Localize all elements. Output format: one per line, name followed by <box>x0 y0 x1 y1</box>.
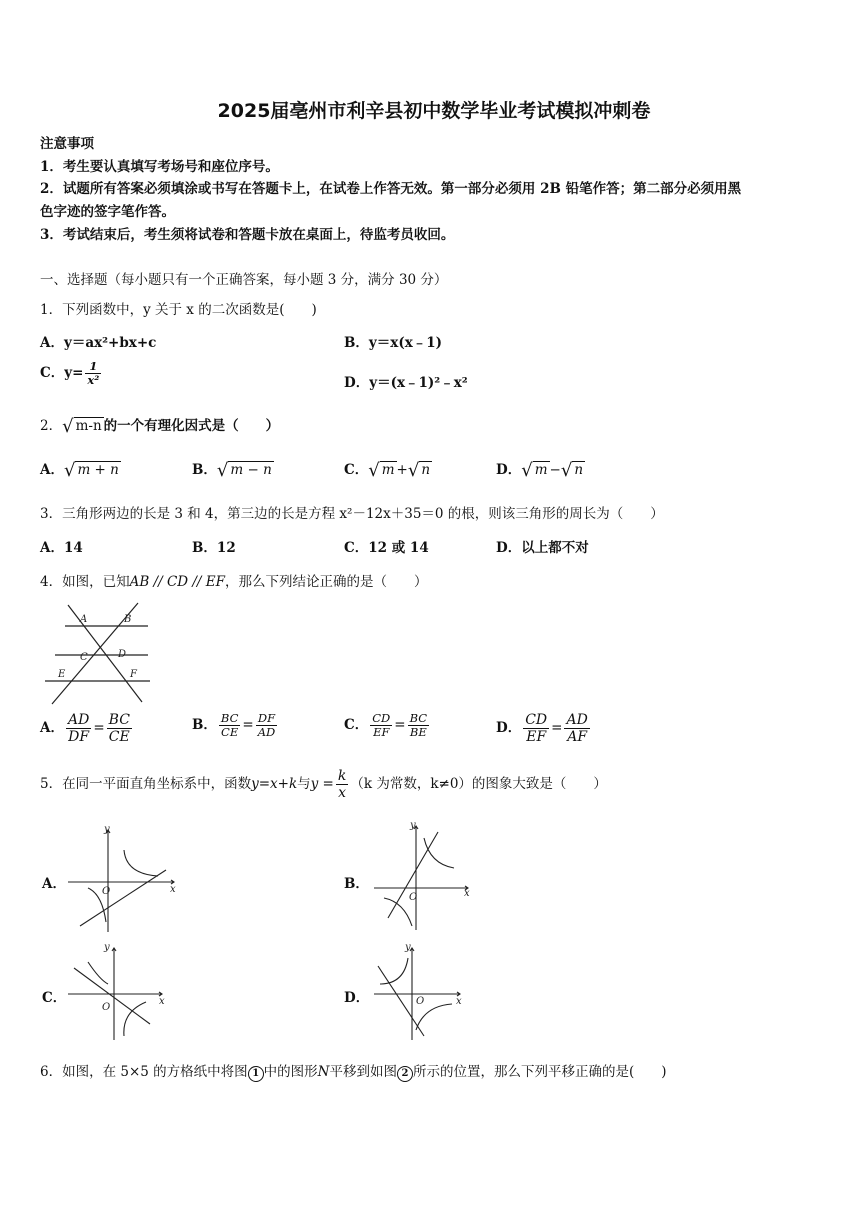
stem-text: 所示的位置，那么下列平移正确的是( ) <box>412 1064 667 1080</box>
denominator: x² <box>87 373 100 388</box>
q5-stem <box>40 768 607 801</box>
axis-label-y: y <box>104 942 110 953</box>
equals: = <box>242 717 254 734</box>
option-label: C． <box>344 540 369 556</box>
option-label: A． <box>40 720 64 737</box>
numerator: CD <box>525 712 548 728</box>
stem-text: （k 为常数，k≠0）的图象大致是（ ） <box>350 776 607 793</box>
option-label: B． <box>344 335 369 351</box>
option-label: C． <box>40 365 65 382</box>
numerator: BC <box>220 711 239 725</box>
stem-math: N <box>317 1064 330 1080</box>
numerator: k <box>337 768 347 784</box>
stem-math: y=x+k <box>251 776 298 793</box>
option-text: y= <box>64 365 84 382</box>
option-text: 以上都不对 <box>521 540 589 556</box>
option-text: y＝x(x﹣1) <box>368 335 443 351</box>
sqrt-expression: √ n <box>560 460 584 481</box>
numerator: BC <box>409 711 428 725</box>
option-text: y＝(x﹣1)²﹣x² <box>369 375 468 391</box>
linear-graph <box>80 870 166 926</box>
numerator: 1 <box>85 360 101 374</box>
origin-label: O <box>102 886 111 897</box>
numerator: DF <box>256 712 278 726</box>
numerator: BC <box>108 712 130 728</box>
notice-heading: 注意事项 <box>40 136 94 152</box>
q2-option-d <box>496 458 585 481</box>
option-label: B． <box>192 540 217 556</box>
option-text: 12 或 14 <box>368 540 429 556</box>
denominator: EF <box>373 725 390 740</box>
q3-option-a <box>40 536 83 556</box>
option-label: A． <box>40 540 64 556</box>
denominator: CE <box>108 729 130 746</box>
q4-option-c <box>344 712 431 739</box>
question-number: 2． <box>40 418 63 434</box>
q3-option-b <box>192 536 236 556</box>
axis-label-x: x <box>159 996 165 1007</box>
operator: − <box>549 462 561 478</box>
axis-label-x: x <box>170 884 176 895</box>
circled-number: 2 <box>397 1066 413 1082</box>
option-label: A． <box>40 462 64 478</box>
fraction <box>219 712 240 739</box>
option-label: B． <box>192 462 217 478</box>
notice-item-2: 2．试题所有答案必须填涂或书写在答题卡上，在试卷上作答无效。第一部分必须用 2B 铅笔作答；第二部分必须用黑 <box>40 181 742 197</box>
stem-text: 5．在同一平面直角坐标系中，函数 <box>40 776 252 793</box>
axis-label-y: y <box>405 942 411 953</box>
point-label: A <box>80 614 88 625</box>
radicand: m-n <box>75 418 102 434</box>
axis-label-y: y <box>410 820 416 831</box>
notice-item-1: 1．考生要认真填写考场号和座位序号。 <box>40 159 279 175</box>
point-label: F <box>130 669 137 680</box>
q4-option-a <box>40 712 134 745</box>
q1-option-c <box>40 360 103 387</box>
stem-text: 平移到如图 <box>329 1064 397 1080</box>
linear-graph <box>388 832 438 918</box>
sqrt-expression: √ m-n <box>62 416 102 437</box>
axis-label-x: x <box>464 888 470 899</box>
numerator: AD <box>566 712 588 728</box>
exam-title: 2025届亳州市利辛县初中数学毕业考试模拟冲刺卷 <box>217 100 651 122</box>
hyperbola-branch <box>384 898 412 926</box>
fraction <box>66 712 91 745</box>
denominator: BE <box>409 725 427 740</box>
denominator: EF <box>526 729 547 746</box>
q3-stem: 3．三角形两边的长是 3 和 4，第三边的长是方程 x²－12x＋35＝0 的根，则该三角形的周长为（ ） <box>40 506 664 522</box>
notice-item-3: 3．考试结束后，考生须将试卷和答题卡放在桌面上，待监考员收回。 <box>40 227 455 243</box>
linear-graph <box>74 968 150 1024</box>
q5-graph-b <box>372 818 480 934</box>
sqrt-expression: √ m − n <box>216 460 272 481</box>
sqrt-expression: √ m + n <box>63 460 119 481</box>
q2-option-b <box>192 458 274 481</box>
hyperbola-branch <box>380 958 408 984</box>
q4-option-b <box>192 712 279 739</box>
denominator: AD <box>257 725 276 740</box>
q5-graph-a <box>66 822 178 934</box>
q5-option-c-label: C． <box>42 990 67 1006</box>
q5-option-a-label: A． <box>42 876 66 892</box>
section-heading: 一、选择题（每小题只有一个正确答案，每小题 3 分，满分 30 分） <box>40 272 448 288</box>
circled-number: 1 <box>248 1066 264 1082</box>
stem-math: AB // CD // EF <box>129 574 225 590</box>
option-label: D． <box>496 462 522 478</box>
equals: = <box>551 720 563 737</box>
option-text: 14 <box>63 540 83 556</box>
axis-label-y: y <box>104 824 110 835</box>
radicand: m <box>534 462 548 478</box>
radicand: m − n <box>230 462 272 478</box>
stem-text: 4．如图，已知 <box>40 574 130 590</box>
origin-label: O <box>416 996 425 1007</box>
point-label: B <box>124 614 132 625</box>
fraction <box>370 712 392 739</box>
denominator: AF <box>567 729 588 746</box>
q1-option-a <box>40 331 156 351</box>
origin-label: O <box>102 1002 111 1013</box>
hyperbola-branch <box>424 838 454 868</box>
q2-stem <box>40 414 279 437</box>
q4-option-d <box>496 712 592 745</box>
denominator: DF <box>68 729 90 746</box>
q2-option-a <box>40 458 121 481</box>
q4-stem <box>40 570 428 590</box>
radicand: m + n <box>77 462 119 478</box>
hyperbola-branch <box>416 1004 452 1030</box>
q1-option-b <box>344 331 442 351</box>
option-text: y＝ax²+bx+c <box>63 335 157 351</box>
option-label: D． <box>496 720 522 737</box>
notice-item-2-cont: 色字迹的签字笔作答。 <box>40 204 175 220</box>
radicand: m <box>381 462 395 478</box>
parallel-lines-figure <box>40 600 155 706</box>
stem-text: 与 <box>297 776 311 793</box>
q5-graph-d <box>372 940 468 1044</box>
fraction <box>85 360 101 387</box>
option-label: A． <box>40 335 64 351</box>
fraction <box>564 712 589 745</box>
point-label: E <box>58 669 66 680</box>
sqrt-expression: √ m <box>368 460 395 481</box>
fraction <box>336 768 348 801</box>
operator: + <box>396 462 408 478</box>
q5-graph-c <box>66 940 170 1044</box>
point-label: D <box>118 649 127 660</box>
q1-stem: 1．下列函数中，y 关于 x 的二次函数是( ) <box>40 302 317 318</box>
q5-option-b-label: B． <box>344 876 369 892</box>
point-label: C <box>80 652 88 663</box>
stem-text: 中的图形 <box>263 1064 318 1080</box>
q6-stem <box>40 1060 667 1082</box>
hyperbola-branch <box>124 850 158 876</box>
equals: = <box>394 717 406 734</box>
equals: = <box>93 720 105 737</box>
fraction <box>408 712 429 739</box>
axis-label-x: x <box>456 996 462 1007</box>
q1-option-d <box>344 371 468 391</box>
numerator: AD <box>67 712 90 728</box>
q3-option-d <box>496 536 589 556</box>
option-label: C． <box>344 717 369 734</box>
numerator: CD <box>372 711 391 725</box>
q5-option-d-label: D． <box>344 990 370 1006</box>
denominator: CE <box>221 725 239 740</box>
option-label: D． <box>496 540 522 556</box>
denominator: x <box>338 785 347 802</box>
fraction <box>107 712 132 745</box>
sqrt-expression: √ m <box>521 460 548 481</box>
stem-text: 6．如图，在 5×5 的方格纸中将图 <box>40 1064 248 1080</box>
fraction <box>256 712 278 739</box>
stem-math: y = <box>310 776 334 793</box>
q2-option-c <box>344 458 432 481</box>
stem-text: ，那么下列结论正确的是（ ） <box>225 574 428 590</box>
radicand: n <box>574 462 584 478</box>
option-label: C． <box>344 462 369 478</box>
option-label: B． <box>192 717 217 734</box>
option-label: D． <box>344 375 370 391</box>
radicand: n <box>421 462 431 478</box>
option-text: 12 <box>216 540 236 556</box>
fraction <box>523 712 549 745</box>
stem-text: 的一个有理化因式是（ ） <box>103 418 280 434</box>
q3-option-c <box>344 536 429 556</box>
sqrt-expression: √ n <box>407 460 431 481</box>
origin-label: O <box>409 892 418 903</box>
